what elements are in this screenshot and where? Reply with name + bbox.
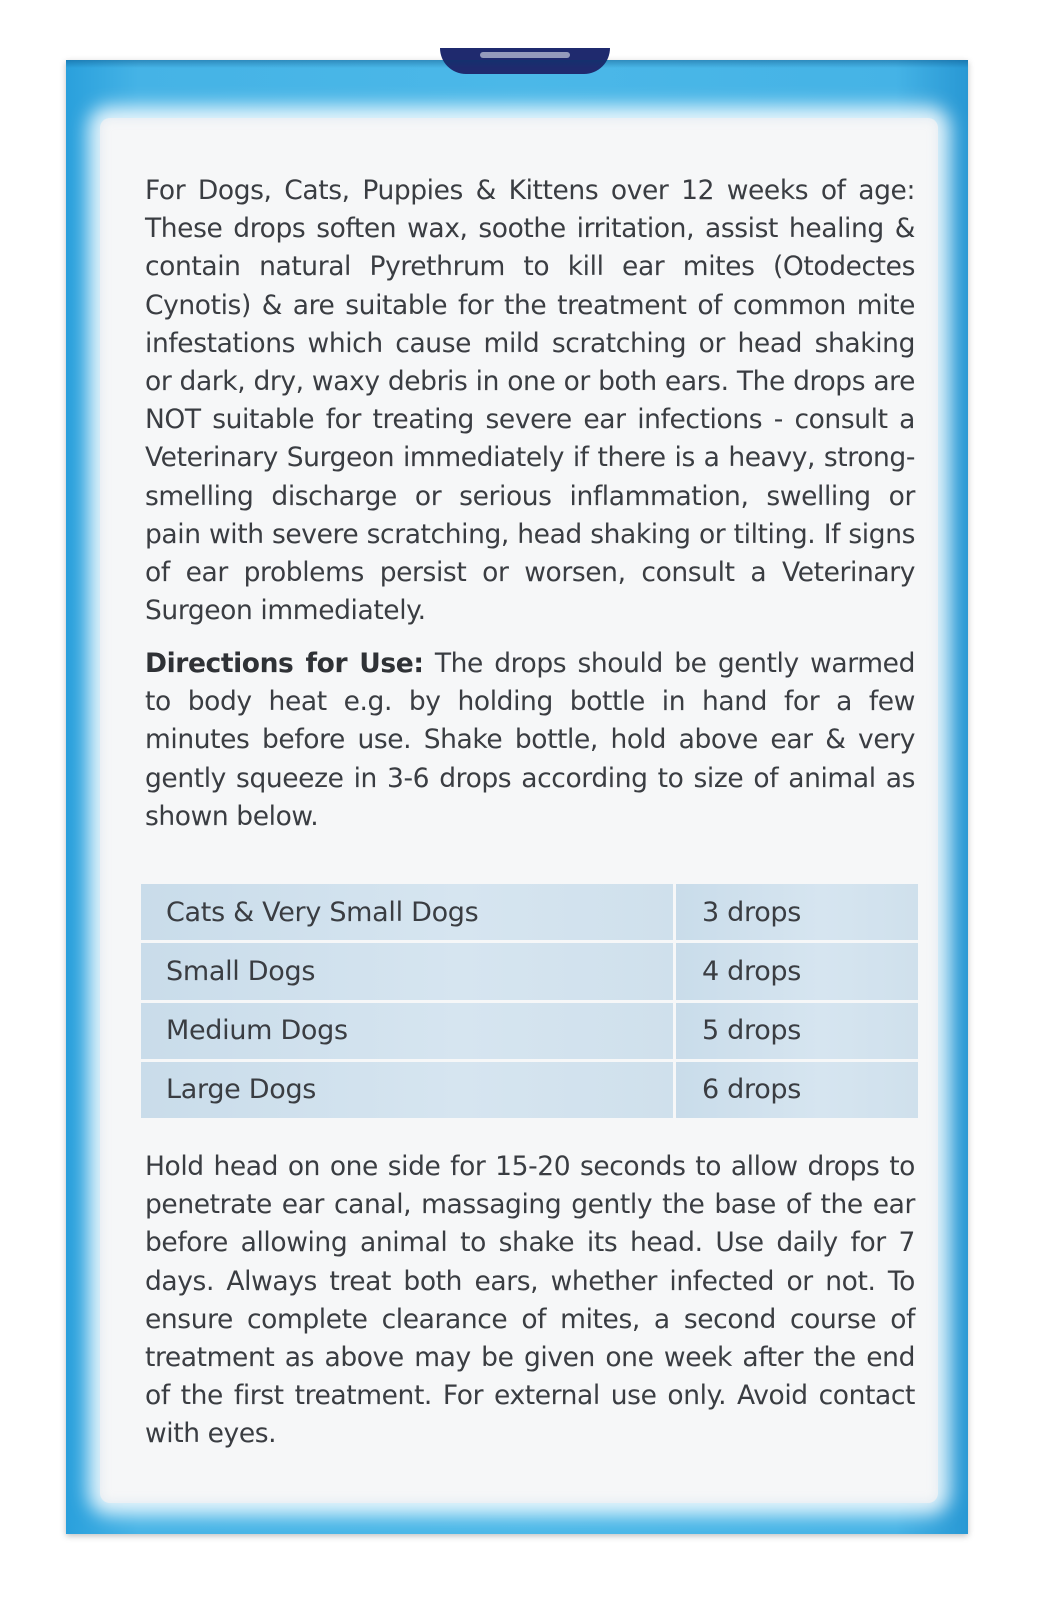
dosage-drops: 6 drops — [676, 1062, 918, 1118]
box-top-shadow — [66, 60, 968, 68]
directions-body: The drops should be gently warmed to body heat e.g. by holding bottle in hand for a few minutes before use. Shake bottle, hold above ear & very gently squeeze in 3-6 drops according to size of animal as shown below. — [145, 648, 915, 832]
dosage-table — [141, 884, 915, 1118]
aftercare-paragraph: Hold head on one side for 15-20 seconds to allow drops to penetrate ear canal, massaging gently the base of the ear before allowing animal to shake its head. Use daily for 7 days. Always treat both ears, whether infected or not. To ensure complete clearance of mites, a second course of treatment as above may be given one week after the end of the first treatment. For external use only. Avoid contact with eyes. — [145, 1151, 915, 1450]
dosage-drops: 4 drops — [676, 943, 918, 999]
dosage-animal: Large Dogs — [141, 1062, 673, 1118]
dosage-animal: Medium Dogs — [141, 1003, 673, 1059]
dosage-animal: Cats & Very Small Dogs — [141, 884, 673, 940]
dosage-drops: 5 drops — [676, 1003, 918, 1059]
intro-paragraph: For Dogs, Cats, Puppies & Kittens over 12 weeks of age: These drops soften wax, soothe irritation, assist healing & contain natural Pyrethrum to kill ear mites (Otodectes Cynotis) & are suitable for the treatment of common mite infestations which cause mild scratching or head shaking or dark, dry, waxy debris in one or both ears. The drops are NOT suitable for treating severe ear infections - consult a Veterinary Surgeon immediately if there is a heavy, strong-smelling discharge or serious inflammation, swelling or pain with severe scratching, head shaking or tilting. If signs of ear problems persist or worsen, consult a Veterinary Surgeon immediately. — [145, 175, 915, 627]
directions-heading: Directions for Use: — [145, 648, 424, 679]
dosage-animal: Small Dogs — [141, 943, 673, 999]
directions-paragraph — [145, 645, 915, 836]
dosage-drops: 3 drops — [676, 884, 918, 940]
